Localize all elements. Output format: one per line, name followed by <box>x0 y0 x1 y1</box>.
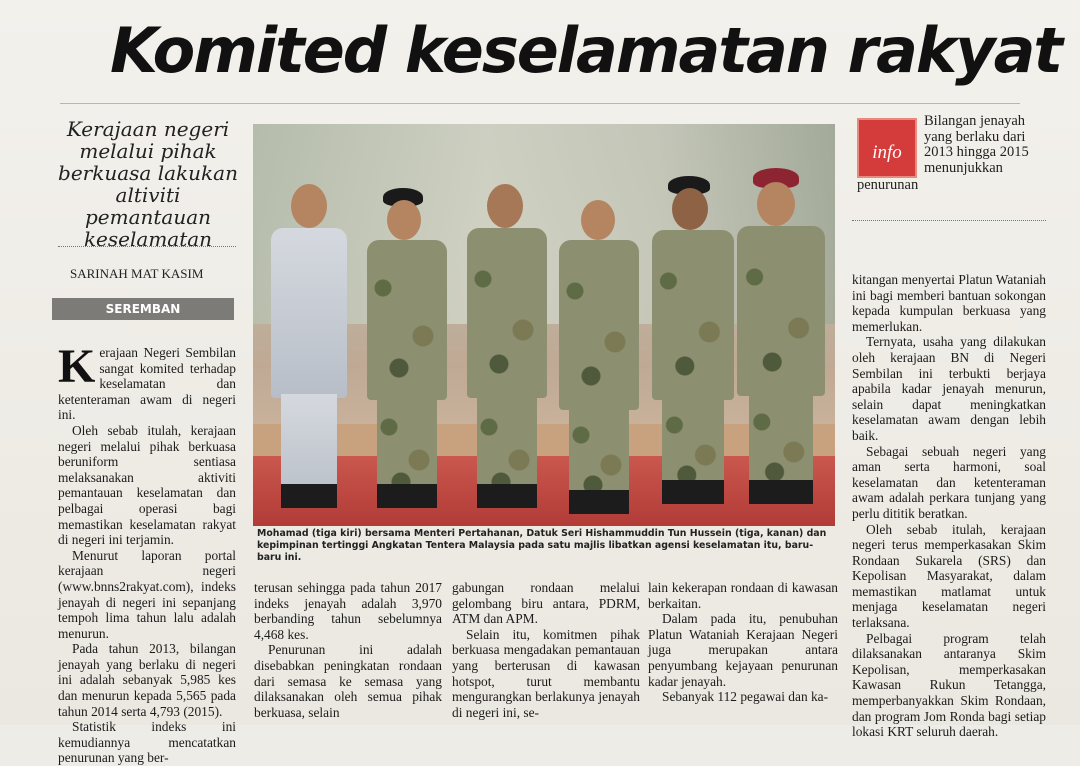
divider <box>58 246 236 247</box>
article-column-4 <box>648 580 838 725</box>
paragraph: Sebagai sebuah negeri yang aman serta harmoni, soal keselamatan dan ketenteraman awam adalah perkara tunjang yang perlu dititik beratkan. <box>852 443 1046 521</box>
byline: SARINAH MAT KASIM <box>70 266 204 281</box>
photo-caption: Mohamad (tiga kiri) bersama Menteri Pertahanan, Datuk Seri Hishammuddin Tun Hussein (tiga, kanan) dan kepimpinan tertinggi Angkatan Tentera Malaysia pada satu majlis libatkan agensi keselamatan itu, baru-baru ini. <box>257 528 827 563</box>
top-rule <box>60 103 1020 104</box>
paragraph: Dalam pada itu, penubuhan Platun Wataniah Kerajaan Negeri juga merupakan antara penyumbang kejayaan penurunan kadar jenayah. <box>648 611 838 689</box>
article-column-5 <box>852 272 1046 740</box>
paragraph: Statistik indeks ini kemudiannya mencatatkan penurunan yang ber- <box>58 719 236 766</box>
info-label: info <box>872 142 902 163</box>
subheadline: Kerajaan negeri melalui pihak berkuasa lakukan altiviti pemantauan keselamatan <box>58 117 238 251</box>
paragraph: Ternyata, usaha yang dilakukan oleh kerajaan BN di Negeri Sembilan ini terbukti berjaya apabila kadar jenayah menurun, selain dapat meningkatkan keselamatan awam dengan lebih baik. <box>852 334 1046 443</box>
paragraph: kitangan menyertai Platun Wataniah ini bagi memberi bantuan sokongan kepada kumpulan berkuasa yang memerlukan. <box>852 272 1046 334</box>
paragraph: Pada tahun 2013, bilangan jenayah yang berlaku di negeri ini adalah sebanyak 5,985 kes dan menurun kepada 5,565 pada tahun 2014 serta 4,793 (2015). <box>58 641 236 719</box>
dateline-bar: SEREMBAN <box>52 298 234 320</box>
news-photo <box>253 124 835 526</box>
paragraph: Selain itu, komitmen pihak berkuasa mengadakan pemantauan yang berterusan di kawasan hotspot, turut membantu mengurangkan berlakunya jenayah di negeri ini, se- <box>452 626 640 720</box>
paragraph: Menurut laporan portal kerajaan negeri (www.bnns2rakyat.com), indeks jenayah di negeri ini sepanjang tempoh lima tahun lalu adalah menurun. <box>58 547 236 641</box>
paragraph: Oleh sebab itulah, kerajaan negeri terus memperkasakan Skim Rondaan Sukarela (SRS) dan Kepolisan Masyarakat, dalam memastikan matlamat untuk menjaga keselamatan negeri terlaksana. <box>852 521 1046 631</box>
info-text: Bilangan jenayah yang berlaku dari 2013 hingga 2015 menunjukkan <box>924 113 1029 176</box>
article-column-2 <box>254 580 442 725</box>
paragraph: lain kekerapan rondaan di kawasan berkaitan. <box>648 580 838 611</box>
info-text-end: penurunan <box>857 177 919 193</box>
person-figure <box>363 194 453 514</box>
person-figure <box>461 184 551 514</box>
person-figure <box>731 174 831 514</box>
person-figure <box>263 184 353 514</box>
paragraph: terusan sehingga pada tahun 2017 indeks jenayah adalah 3,970 berbanding tahun sebelumnya 4,468 kes. <box>254 580 442 642</box>
article-column-1 <box>58 340 236 766</box>
person-figure <box>553 200 643 520</box>
paragraph: gabungan rondaan melalui gelombang biru antara, PDRM, ATM dan APM. <box>452 580 640 627</box>
paragraph: Pelbagai program telah dilaksanakan antaranya Skim Kepolisan, memperkasakan Kawasan Rukun Tetangga, memperbanyakkan Skim Rondaan, dan program Jom Ronda bagi setiap lokasi KRT seluruh daerah. <box>852 630 1046 740</box>
paragraph: Penurunan ini adalah disebabkan peningkatan rondaan dari semasa ke semasa yang dilaksanakan oleh semua pihak berkuasa, selain <box>254 642 442 720</box>
divider <box>852 220 1046 221</box>
headline: Komited keselamatan rakyat <box>110 14 1062 87</box>
drop-cap: K <box>58 340 96 393</box>
article-column-3 <box>452 580 640 725</box>
paragraph: erajaan Negeri Sembilan sangat komited terhadap keselamatan dan ketenteraman awam di negeri ini. <box>58 345 236 423</box>
info-badge <box>857 118 917 178</box>
paragraph: Sebanyak 112 pegawai dan ka- <box>662 689 829 705</box>
person-figure <box>648 180 738 510</box>
paragraph: Oleh sebab itulah, kerajaan negeri melalui pihak berkuasa beruniform sentiasa melaksanakan aktiviti pemantauan keselamatan dan pelbagai operasi bagi memastikan keselamatan rakyat di negeri ini terjamin. <box>58 422 236 548</box>
